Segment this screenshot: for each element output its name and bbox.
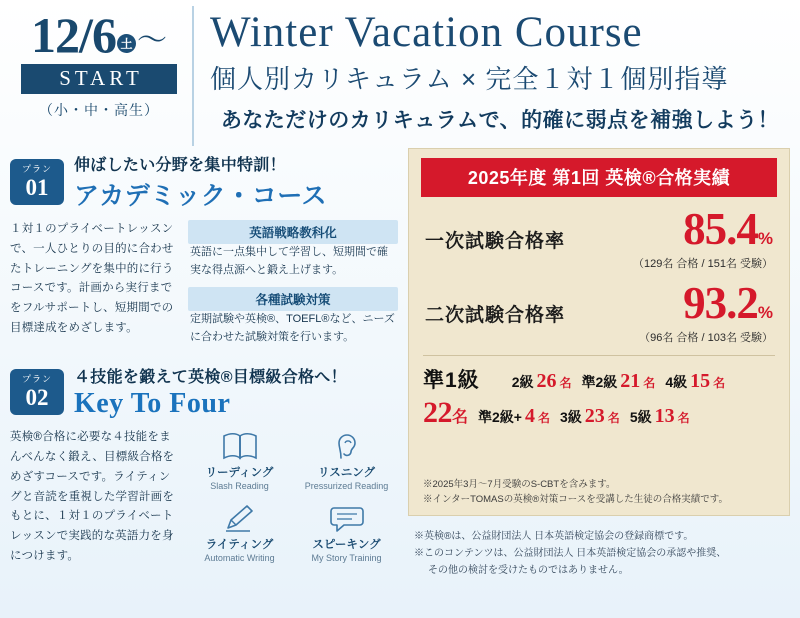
- grade-r1-c1-num: 26: [536, 370, 557, 392]
- feature-01-desc: 英語に一点集中して学習し、短期間で確実な得点源へと鍛え上げます。: [190, 246, 388, 276]
- rate-secondary-pct: %: [757, 303, 773, 322]
- ear-icon: [327, 430, 367, 462]
- feature-item: [188, 220, 398, 279]
- skill-writing-jp: ライティング: [205, 538, 274, 551]
- grade-r2-c2-unit: 名: [607, 411, 620, 425]
- skill-speaking: [295, 502, 398, 567]
- grade-cell: [582, 370, 656, 393]
- plan-01: [10, 152, 398, 346]
- plans-column: [10, 148, 398, 606]
- rate-primary-pct: %: [757, 229, 773, 248]
- grade-r1-c2-unit: 名: [643, 376, 656, 390]
- plan-01-header: [10, 152, 398, 212]
- plan-01-body: [10, 220, 398, 346]
- skill-reading: [188, 430, 291, 495]
- start-date-block: [6, 6, 192, 146]
- plan-01-features: [188, 220, 398, 346]
- plan-01-badge-label: プラン: [21, 164, 52, 174]
- grade-r2-c1-label: 準2級+: [478, 409, 522, 425]
- footer-notes: [408, 528, 790, 579]
- grade-cell: [478, 405, 550, 428]
- rate-secondary-note: （96名 合格 / 103名 受験）: [639, 332, 773, 344]
- rate-primary-note: （129名 合格 / 151名 受験）: [633, 258, 773, 270]
- header: [0, 0, 800, 146]
- skill-reading-jp: リーディング: [205, 467, 274, 480]
- results-panel-title: 2025年度 第1回 英検®合格実績: [421, 158, 777, 197]
- skill-writing-en: Automatic Writing: [204, 552, 275, 563]
- plan-01-subtitle: 伸ばしたい分野を集中特訓！: [74, 157, 286, 174]
- plan-01-badge-number: 01: [25, 175, 49, 200]
- feature-02-desc: 定期試験や英検®、TOEFL®など、ニーズに合わせた試験対策を行います。: [190, 313, 395, 343]
- grade-r2-c1-num: 4: [524, 405, 535, 427]
- panel-divider: [423, 355, 775, 356]
- grade-row-2: [423, 396, 775, 430]
- skill-speaking-jp: スピーキング: [312, 538, 381, 551]
- grade-r2-c2-num: 23: [584, 405, 605, 427]
- grade-featured-unit: 名: [452, 409, 469, 426]
- skills-grid: [188, 428, 398, 566]
- page-title: Winter Vacation Course: [210, 9, 643, 56]
- plan-02-badge-number: 02: [25, 385, 49, 411]
- rate-primary-value-block: [633, 204, 773, 271]
- date-tilde: ～: [136, 24, 167, 57]
- skill-speaking-en: My Story Training: [311, 552, 382, 563]
- grade-r1-c1-unit: 名: [559, 376, 572, 390]
- plan-02-title: Key To Four: [74, 388, 231, 420]
- grade-r2-c3-unit: 名: [677, 411, 690, 425]
- rate-primary-value: 85.4: [683, 204, 758, 254]
- feature-item: [188, 287, 398, 346]
- start-date: [31, 7, 167, 63]
- results-column: [408, 148, 790, 606]
- grade-featured-num: 22: [423, 396, 452, 429]
- plan-02-badge: [10, 369, 64, 415]
- body: [0, 146, 800, 612]
- grade-row-1: [423, 364, 775, 394]
- grade-results: [421, 364, 777, 432]
- results-panel: [408, 148, 790, 516]
- grade-r2-c1-unit: 名: [537, 411, 550, 425]
- plan-02-description: 英検®合格に必要な４技能をまんべんなく鍛え、目標級合格をめざすコースです。ライティングと音読を重視した学習計画をもとに、１対１のプライベートレッスンで実践的な英語力を身につけます。: [10, 431, 175, 562]
- grade-r1-c3-unit: 名: [713, 376, 726, 390]
- grade-r1-c2-label: 準2級: [581, 374, 618, 390]
- plan-01-title: アカデミック・コース: [74, 182, 328, 210]
- skill-listening: [295, 430, 398, 495]
- rate-primary-value-line: [633, 204, 773, 254]
- plan-02: [10, 364, 398, 566]
- grade-r1-c3-label: 4級: [665, 374, 688, 390]
- grade-cell: [560, 405, 620, 428]
- page-subtitle: 個人別カリキュラム × 完全１対１個別指導: [210, 64, 729, 95]
- grade-cell: [512, 370, 572, 393]
- feature-01-title: 英語戦略教科化: [188, 220, 398, 244]
- skill-writing: [188, 502, 291, 567]
- plan-02-titles: [74, 364, 347, 420]
- title-block: [192, 6, 790, 146]
- start-label: START: [21, 64, 177, 94]
- speech-bubble-icon: [327, 502, 367, 534]
- skill-listening-en: Pressurized Reading: [304, 481, 389, 492]
- rate-secondary-value-line: [639, 278, 773, 328]
- panel-note-1: ※2025年3月～7月受験のS-CBTを含みます。: [423, 478, 616, 490]
- plan-02-subtitle: ４技能を鍛えて英検®目標級合格へ！: [74, 369, 347, 387]
- skill-reading-en: Slash Reading: [210, 481, 269, 492]
- start-date-number: 12/6: [31, 7, 116, 63]
- rate-secondary-value-block: [639, 278, 773, 345]
- grade-r1-c3-num: 15: [690, 370, 711, 392]
- grade-r2-c3-num: 13: [654, 405, 675, 427]
- rate-row-primary: [421, 204, 777, 271]
- plan-01-badge: [10, 159, 64, 205]
- plan-01-description: １対１のプライベートレッスンで、一人ひとりの目的に合わせたトレーニングを集中的に行うコースです。計画から実行までをフルサポートし、短期間での目標達成をめざします。: [10, 223, 174, 334]
- plan-01-titles: [74, 152, 327, 212]
- pen-icon: [220, 502, 260, 534]
- grade-cell: [630, 405, 690, 428]
- footer-note-2: ※このコンテンツは、公益財団法人 日本英語検定協会の承認や推奨、: [414, 548, 727, 559]
- grade-r1-c2-num: 21: [620, 370, 641, 392]
- lead-copy: あなただけのカリキュラムで、的確に弱点を補強しよう！: [220, 109, 780, 133]
- panel-notes: [421, 477, 777, 507]
- footer-note-1: ※英検®は、公益財団法人 日本英語検定協会の登録商標です。: [414, 531, 694, 542]
- grade-featured-value-block: [423, 396, 468, 430]
- rate-primary-label: 一次試験合格率: [425, 230, 566, 252]
- plan-02-header: [10, 364, 398, 420]
- feature-02-title: 各種試験対策: [188, 287, 398, 311]
- rate-row-secondary: [421, 278, 777, 345]
- book-icon: [220, 430, 260, 462]
- footer-note-3: その他の検討を受けたものではありません。: [428, 565, 629, 576]
- grade-r2-c3-label: 5級: [629, 409, 652, 425]
- target-grade-label: （小・中・高生）: [39, 102, 159, 118]
- start-date-weekday: 土: [117, 34, 136, 53]
- grade-r1-c1-label: 2級: [511, 374, 534, 390]
- rate-secondary-label: 二次試験合格率: [425, 304, 566, 326]
- grade-cell: [665, 370, 725, 393]
- plan-02-badge-label: プラン: [21, 374, 52, 385]
- plan-02-body: [10, 428, 398, 566]
- grade-featured-label: 準1級: [423, 369, 480, 392]
- panel-note-2: ※インターTOMASの英検®対策コースを受講した生徒の合格実績です。: [423, 493, 728, 505]
- rate-secondary-value: 93.2: [683, 278, 758, 328]
- grade-r2-c2-label: 3級: [560, 409, 582, 425]
- skill-listening-jp: リスニング: [317, 467, 376, 480]
